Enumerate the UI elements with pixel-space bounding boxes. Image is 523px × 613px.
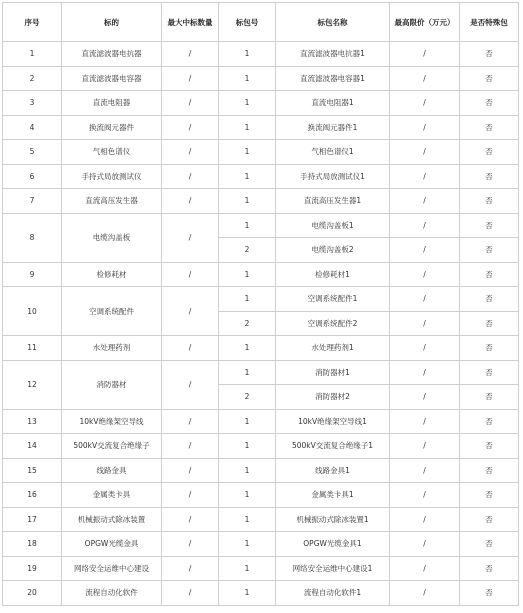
cell-package-no: 1 [219,115,276,140]
cell-price-cap: / [390,140,460,165]
tender-table-container [2,2,519,606]
cell-package-no: 1 [219,287,276,312]
cell-seq: 15 [3,458,62,483]
header-package-no: 标包号 [219,3,276,42]
cell-subject: 水处理药剂 [62,336,162,361]
cell-package-no: 2 [219,385,276,410]
cell-price-cap: / [390,483,460,508]
cell-special: 否 [460,115,519,140]
cell-special: 否 [460,532,519,557]
cell-special: 否 [460,66,519,91]
table-row [3,42,519,67]
cell-package-name: 直流滤波器电容器1 [276,66,390,91]
table-row [3,140,519,165]
cell-package-no: 1 [219,483,276,508]
cell-price-cap: / [390,458,460,483]
cell-subject: 气相色谱仪 [62,140,162,165]
cell-max-win: / [162,42,219,67]
header-subject: 标的 [62,3,162,42]
cell-price-cap: / [390,336,460,361]
cell-price-cap: / [390,189,460,214]
cell-package-name: 500kV交流复合绝缘子1 [276,434,390,459]
cell-price-cap: / [390,532,460,557]
cell-package-no: 1 [219,164,276,189]
cell-seq: 20 [3,581,62,606]
table-row [3,434,519,459]
cell-price-cap: / [390,507,460,532]
header-max-win: 最大中标数量 [162,3,219,42]
cell-special: 否 [460,434,519,459]
cell-package-no: 1 [219,66,276,91]
cell-max-win: / [162,91,219,116]
cell-package-name: 10kV绝缘架空导线1 [276,409,390,434]
cell-package-name: 电缆沟盖板1 [276,213,390,238]
cell-subject: 换流阀元器件 [62,115,162,140]
cell-price-cap: / [390,66,460,91]
cell-seq: 14 [3,434,62,459]
cell-package-name: 网络安全运维中心建设1 [276,556,390,581]
cell-max-win: / [162,409,219,434]
cell-special: 否 [460,238,519,263]
cell-package-name: 消防器材1 [276,360,390,385]
table-row [3,581,519,606]
table-row [3,483,519,508]
cell-seq: 19 [3,556,62,581]
cell-subject: 直流电阻器 [62,91,162,116]
cell-max-win: / [162,66,219,91]
table-row [3,66,519,91]
cell-package-name: 金属类卡具1 [276,483,390,508]
cell-package-name: 直流电阻器1 [276,91,390,116]
cell-package-no: 1 [219,458,276,483]
cell-package-no: 1 [219,581,276,606]
cell-special: 否 [460,189,519,214]
cell-max-win: / [162,458,219,483]
table-row [3,91,519,116]
table-header [3,3,519,42]
cell-special: 否 [460,164,519,189]
cell-package-name: 电缆沟盖板2 [276,238,390,263]
cell-special: 否 [460,336,519,361]
cell-max-win: / [162,581,219,606]
table-body [3,42,519,606]
cell-price-cap: / [390,115,460,140]
cell-package-no: 1 [219,189,276,214]
cell-special: 否 [460,262,519,287]
cell-package-no: 1 [219,91,276,116]
cell-package-no: 1 [219,336,276,361]
table-row [3,409,519,434]
cell-max-win: / [162,434,219,459]
cell-price-cap: / [390,287,460,312]
table-row [3,213,519,238]
header-package-name: 标包名称 [276,3,390,42]
cell-package-name: 消防器材2 [276,385,390,410]
cell-special: 否 [460,140,519,165]
tender-table [2,2,519,606]
table-row [3,164,519,189]
table-row [3,115,519,140]
cell-price-cap: / [390,164,460,189]
cell-seq: 11 [3,336,62,361]
cell-max-win: / [162,213,219,262]
cell-seq: 9 [3,262,62,287]
cell-package-no: 1 [219,507,276,532]
cell-max-win: / [162,532,219,557]
cell-subject: 检修耗材 [62,262,162,287]
cell-seq: 8 [3,213,62,262]
cell-price-cap: / [390,581,460,606]
cell-subject: 金属类卡具 [62,483,162,508]
cell-special: 否 [460,385,519,410]
cell-package-no: 1 [219,42,276,67]
cell-max-win: / [162,556,219,581]
table-row [3,458,519,483]
cell-subject: OPGW光缆金具 [62,532,162,557]
cell-max-win: / [162,115,219,140]
table-row [3,287,519,312]
cell-subject: 手持式局放测试仪 [62,164,162,189]
cell-package-no: 2 [219,311,276,336]
cell-seq: 18 [3,532,62,557]
cell-subject: 网络安全运维中心建设 [62,556,162,581]
cell-subject: 500kV交流复合绝缘子 [62,434,162,459]
cell-max-win: / [162,140,219,165]
cell-seq: 12 [3,360,62,409]
table-row [3,556,519,581]
cell-subject: 直流滤波器电容器 [62,66,162,91]
cell-max-win: / [162,262,219,287]
table-row [3,336,519,361]
cell-seq: 17 [3,507,62,532]
cell-package-name: 换流阀元器件1 [276,115,390,140]
cell-subject: 机械振动式除冰装置 [62,507,162,532]
header-row [3,3,519,42]
cell-package-name: 空调系统配件1 [276,287,390,312]
cell-seq: 1 [3,42,62,67]
cell-max-win: / [162,287,219,336]
cell-package-no: 1 [219,262,276,287]
cell-subject: 直流滤波器电抗器 [62,42,162,67]
cell-subject: 流程自动化软件 [62,581,162,606]
cell-seq: 3 [3,91,62,116]
table-row [3,189,519,214]
cell-special: 否 [460,458,519,483]
cell-price-cap: / [390,238,460,263]
cell-package-name: 直流滤波器电抗器1 [276,42,390,67]
cell-seq: 4 [3,115,62,140]
cell-seq: 13 [3,409,62,434]
cell-package-name: 直流高压发生器1 [276,189,390,214]
cell-price-cap: / [390,262,460,287]
table-row [3,262,519,287]
cell-package-name: 流程自动化软件1 [276,581,390,606]
cell-subject: 消防器材 [62,360,162,409]
cell-subject: 线路金具 [62,458,162,483]
cell-special: 否 [460,287,519,312]
cell-package-name: 检修耗材1 [276,262,390,287]
cell-package-no: 1 [219,140,276,165]
cell-seq: 7 [3,189,62,214]
cell-subject: 电缆沟盖板 [62,213,162,262]
cell-special: 否 [460,409,519,434]
cell-seq: 16 [3,483,62,508]
cell-package-name: 水处理药剂1 [276,336,390,361]
cell-subject: 直流高压发生器 [62,189,162,214]
cell-special: 否 [460,311,519,336]
cell-special: 否 [460,581,519,606]
cell-seq: 6 [3,164,62,189]
cell-max-win: / [162,360,219,409]
cell-seq: 10 [3,287,62,336]
cell-price-cap: / [390,360,460,385]
header-seq: 序号 [3,3,62,42]
cell-package-no: 1 [219,556,276,581]
cell-package-name: 机械振动式除冰装置1 [276,507,390,532]
cell-package-no: 2 [219,238,276,263]
cell-package-no: 1 [219,409,276,434]
header-price-cap: 最高限价（万元） [390,3,460,42]
cell-max-win: / [162,336,219,361]
cell-seq: 5 [3,140,62,165]
cell-package-name: 手持式局放测试仪1 [276,164,390,189]
cell-package-name: OPGW光缆金具1 [276,532,390,557]
cell-special: 否 [460,360,519,385]
cell-price-cap: / [390,213,460,238]
cell-price-cap: / [390,434,460,459]
cell-subject: 空调系统配件 [62,287,162,336]
cell-max-win: / [162,507,219,532]
table-row [3,507,519,532]
cell-seq: 2 [3,66,62,91]
cell-special: 否 [460,91,519,116]
cell-price-cap: / [390,311,460,336]
cell-max-win: / [162,164,219,189]
cell-subject: 10kV绝缘架空导线 [62,409,162,434]
table-row [3,360,519,385]
cell-max-win: / [162,189,219,214]
cell-special: 否 [460,507,519,532]
cell-special: 否 [460,483,519,508]
cell-price-cap: / [390,91,460,116]
cell-package-no: 1 [219,532,276,557]
cell-special: 否 [460,556,519,581]
table-row [3,532,519,557]
cell-package-name: 线路金具1 [276,458,390,483]
cell-special: 否 [460,42,519,67]
cell-package-no: 1 [219,434,276,459]
cell-package-name: 空调系统配件2 [276,311,390,336]
cell-special: 否 [460,213,519,238]
cell-price-cap: / [390,409,460,434]
cell-package-name: 气相色谱仪1 [276,140,390,165]
header-special: 是否特殊包 [460,3,519,42]
cell-max-win: / [162,483,219,508]
cell-package-no: 1 [219,213,276,238]
cell-price-cap: / [390,385,460,410]
cell-price-cap: / [390,42,460,67]
cell-package-no: 1 [219,360,276,385]
cell-price-cap: / [390,556,460,581]
